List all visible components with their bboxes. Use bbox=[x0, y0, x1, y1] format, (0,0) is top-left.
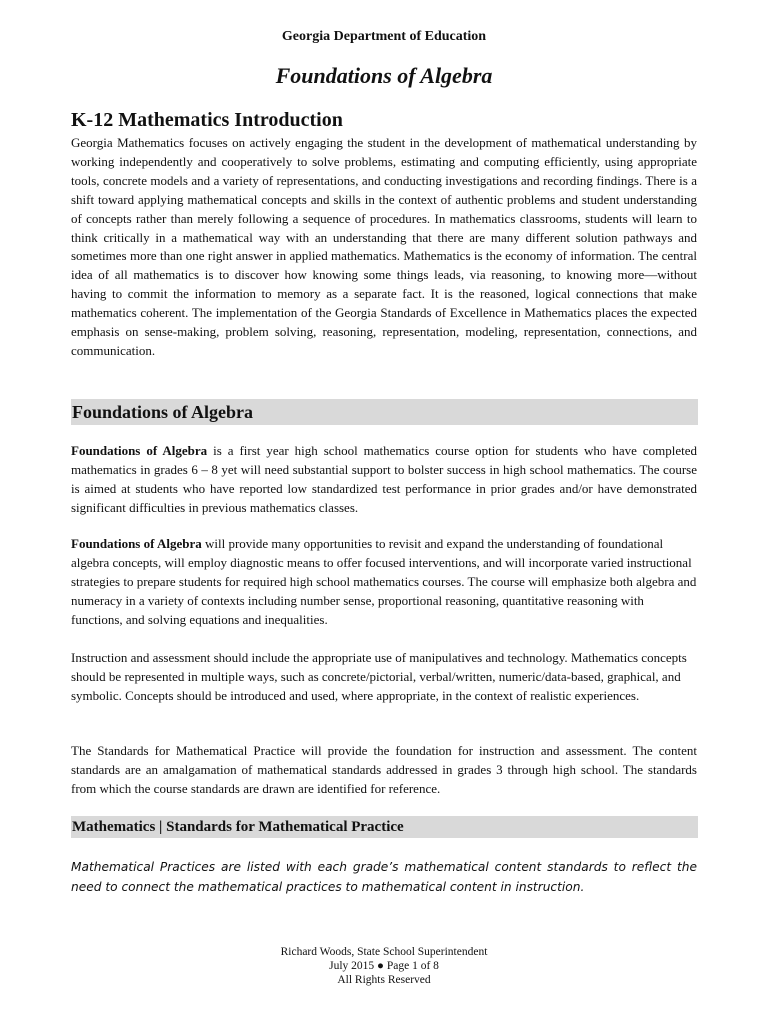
intro-heading: K-12 Mathematics Introduction bbox=[71, 109, 343, 131]
footer-date-page: July 2015 ● Page 1 of 8 bbox=[329, 960, 439, 972]
course-opportunities-text: will provide many opportunities to revisit and expand the understanding of foundational algebra concepts, will employ diagnostic means to offer focused interventions, and will incorporate varied instructional strategies to prepare students for required high school mathematics courses. The course will emphasize both algebra and numeracy in a variety of contexts including number sense, proportional reasoning, quantitative reasoning with functions, and solving equations and inequalities. bbox=[71, 536, 697, 627]
standards-paragraph: The Standards for Mathematical Practice will provide the foundation for instruction and assessment. The content standards are an amalgamation of mathematical standards addressed in grades 3 through high school. The standards from which the course standards are drawn are identified for reference. bbox=[71, 743, 697, 796]
footer-rights: All Rights Reserved bbox=[337, 974, 431, 986]
practice-heading: Mathematics | Standards for Mathematical Practice bbox=[72, 819, 404, 835]
course-name-bold: Foundations of Algebra bbox=[71, 443, 208, 458]
organization-header: Georgia Department of Education bbox=[281, 29, 487, 44]
footer-superintendent: Richard Woods, State School Superintendent bbox=[280, 946, 488, 958]
course-opportunities-paragraph bbox=[71, 535, 697, 630]
section-heading-band bbox=[71, 399, 698, 425]
instruction-assessment-paragraph: Instruction and assessment should include the appropriate use of manipulatives and technology. Mathematics concepts should be represented in multiple ways, such as concrete/pictorial, verbal/written, numeric/data-based, graphical, and symbolic. Concepts should be introduced and used, where appropriate, in the context of realistic experiences. bbox=[71, 650, 687, 703]
practice-paragraph: Mathematical Practices are listed with each grade’s mathematical content standards to reflect the need to connect the mathematical practices to mathematical content in instruction. bbox=[71, 860, 697, 894]
intro-paragraph: Georgia Mathematics focuses on actively engaging the student in the development of mathematical understanding by working independently and cooperatively to solve problems, estimating and computing efficiently, using appropriate tools, concrete models and a variety of representations, and conducting investigations and recording findings. There is a shift toward applying mathematical concepts and skills in the context of authentic problems and student understanding of concepts rather than merely following a sequence of procedures. In mathematics classrooms, students will learn to think critically in a mathematical way with an understanding that there are many different solution pathways and sometimes more than one right answer in applied mathematics. Mathematics is the economy of information. The central idea of all mathematics is to discover how knowing some things leads, via reasoning, to knowing more—without having to commit the information to memory as a separate fact. It is the reasoned, logical connections that make mathematics coherent. The implementation of the Georgia Standards of Excellence in Mathematics places the expected emphasis on sense-making, problem solving, reasoning, representation, modeling, representation, connections, and communication. bbox=[71, 135, 697, 358]
course-description-paragraph bbox=[71, 442, 697, 518]
practice-heading-band bbox=[71, 816, 698, 838]
course-name-bold-2: Foundations of Algebra bbox=[71, 536, 202, 551]
course-description-text: is a first year high school mathematics course option for students who have completed mathematics in grades 6 – 8 yet will need substantial support to bolster success in high school mathematics. The course is aimed at students who have reported low standardized test performance in prior grades and/or have demonstrated significant difficulties in previous mathematics classes. bbox=[71, 443, 697, 515]
page-footer bbox=[0, 945, 768, 987]
document-title: Foundations of Algebra bbox=[275, 63, 493, 88]
section-heading: Foundations of Algebra bbox=[72, 402, 254, 422]
